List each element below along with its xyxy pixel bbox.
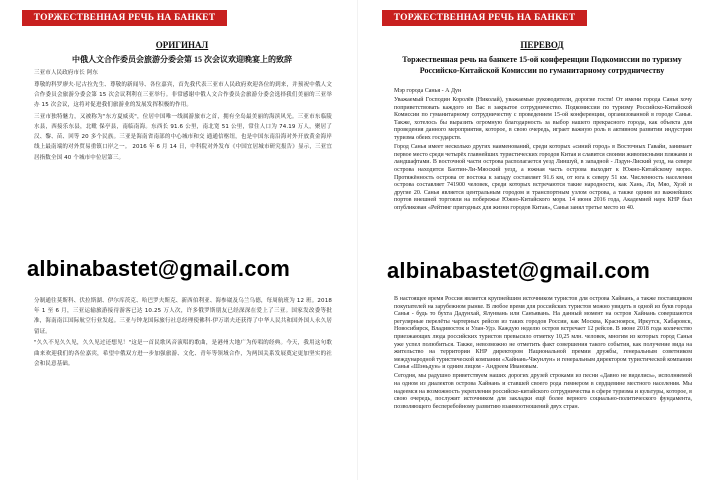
right-banner: ТОРЖЕСТВЕННАЯ РЕЧЬ НА БАНКЕТ — [382, 10, 587, 26]
right-paragraph: Мэр города Санья - А Дун — [394, 88, 462, 94]
page-divider — [357, 0, 358, 480]
left-body-top — [34, 68, 332, 164]
left-body-bottom — [34, 296, 332, 370]
right-document-page — [372, 0, 712, 480]
left-section-label: ОРИГИНАЛ — [155, 40, 209, 50]
right-watermark: albinabastet@gmail.com — [387, 258, 651, 283]
left-document-title: 中俄人文合作委员会旅游分委会第 15 次会议欢迎晚宴上的致辞 — [72, 55, 292, 64]
left-document-page — [12, 0, 352, 480]
right-paragraph: Город Санья имеет несколько других наименований, среди которых «синий город» в Восточных Гавайи, занимает первое место среди четырёх главнейших туристических городов Китая и славится своими живописными пляжами и ландшафтами. В восточной части острова располагается уезд Линшуй, в западной - Лэдун-Лиский уезд, на севере острова находится Баотин-Ли-Мяоский уезд, а южная часть острова выходит к Южно-Китайскому морю. Протяжённость острова от востока к западу составляет 91.6 км, от юга к северу 51 км. Численность населения острова составляет 741900 человек, среди которых встречаются такие народности, как Хань, Ли, Мяо, Хуэй и другие 20. Санья является центральным городом и транспортным узлом острова, а также одним из важнейших портов внешней торговли на побережье Южно-Китайского моря. 14 июня 2016 года, Академией наук КНР был опубликован «Рейтинг пригодных для жизни городов Китая», Санья занял третье место из 40. — [394, 144, 692, 211]
left-paragraph: 三亚市独特魅力，又被称为"东方夏威夷"，位居中国唯一线属游旅市之首，拥有全岛最美丽的海滨风光。三亚市东临陵水县，西接乐东县，北毗 保亭县，南临南海。东西长 91.6 公里，南北宽 51 公里，常住人口为 74.19 万人，聚居了汉、黎、苗、回等 20 多个民族。三亚是海南省南部的中心城市和交 通通信枢纽，也是中国东南沿海对外开放黄金海岸线上最南端的对外贸易重镇口岸之一。 2016 年 6 月 14 日，中科院对外发布《中国宜居城市研究报告》显示，三亚宜居指数全国 40 个城市中位居第三。 — [34, 113, 332, 161]
right-body-top — [394, 88, 692, 214]
left-paragraph: "久久不见久久见，久久见过还想见！"这是一首民歌风音演唱的歌曲，是港州大地广为传唱的经典。今天，我用这句歌曲来欢迎我们的各位嘉宾，希望中俄双方进一步加强旅游、文化、青年等领域合作，为两国关系发展奠定更加坚实的社会和民意基础。 — [34, 340, 332, 367]
left-banner: ТОРЖЕСТВЕННАЯ РЕЧЬ НА БАНКЕТ — [22, 10, 227, 26]
right-paragraph: В настоящее время Россия является крупнейшим источником туристов для острова Хайнань, а также поставщиком покупателей на зарубежном рынке. В любое время для российских туристов можно увидеть в одной из букв города Санья - будь то бухта Дадунхай, Ялунвань или Санъявань. На данный момент на остров Хайнань совершаются регулярные перелёты чартерных рейсов из таких городов России, как Москва, Красноярск, Иркутск, Хабаровск, Новосибирск, Владивосток и Улан-Удэ. Каждую неделю остров встречает 12 рейсов. В июне 2018 года количество приезжающих люда российских туристов превысило отметку 10,25 млн. человек, многим из которых город Санья уже успел полюбиться. Также, невозможно не отметить факт совершения такого события, как получение вида на жительство на территории КНР директором Национальной премии дружбы, генеральным советником международной туристической компании «Хайнань-Чжунлун» и генеральным директором туристической компании Санья «Шэньдун» и одним лицом - Андреем Ивановым. — [394, 296, 692, 371]
left-paragraph: 尊敬的科罗廖夫·尼古拉先生、尊敬的新闻导、各位嘉宾，首先我代表三亚市人民政府欢迎各位的到来，并预祝中俄人文合作委员会旅游分委会第 15 次会议利利在三亚举行。非常感谢中俄人文合作委员会旅游分委会选择我们美丽的三亚举办 15 次会议，这将对促进我们旅游业的发展发挥积极的作用。 — [34, 81, 332, 109]
right-document-title: Торжественная речь на банкете 15-ой конференции Подкомиссии по туризму Российско-Китайской Комиссии по гуманитарному сотрудничеству — [402, 55, 682, 75]
right-body-bottom — [394, 296, 692, 413]
left-paragraph: 三亚市人民政府市长 阿东 — [34, 70, 99, 76]
left-watermark: albinabastet@gmail.com — [27, 256, 291, 281]
right-section-label: ПЕРЕВОД — [520, 40, 564, 50]
left-paragraph: 分制通往莫斯科、伏拉斯湖、伊尔库茨克、哈巴罗夫斯克、新西伯利亚、海参崴及乌兰乌德，每周航班为 12 班。2018 年 1 至 6 月，三亚运输旅游接待游客已达 10.25 万人次，许多俄罗斯朋友已经深深在爱上了三亚。国家发改委等批准，海南南江国际航空行业发起。三亚与钟龙国际旅行社总经理使佛科·伊万诺夫还获得了中华人民共和国外国人永久居留证。 — [34, 298, 332, 335]
right-paragraph: Уважаемый Господин Королёв (Николай), уважаемые руководители, дорогие гости! От имени города Санья хочу поприветствовать каждого из Вас в закрытое сотрудничество. Подкомиссии по туризму Российско-Китайской Комиссии по гуманитарному сотрудничеству с проведением 15-ой конференции, организованной в городе Санья. Также, хотелось бы выразить огромную благодарность за выбор нашего прекрасного города, как объекта для проведения данного мероприятия, которое, в свою очередь, играет важную роль в активном развитии индустрии туризма обеих государств. — [394, 97, 692, 142]
right-paragraph: Сегодня, мы радушно приветствуем наших дорогих друзей строками из песни «Давно не виделись», исполняемой на одном из диалектов острова Хайнань и ставшей своего рода гимнером в сердцевине местного населения. Мы надеемся на возможность укрепления российско-китайского сотрудничества в сфере туризма и культуры, которое, в свою очередь, послужит источником для закладки ещё более верного социально-политического фундамента, позволяющего бесперебойному развитию взаимоотношений двух стран. — [394, 373, 692, 410]
